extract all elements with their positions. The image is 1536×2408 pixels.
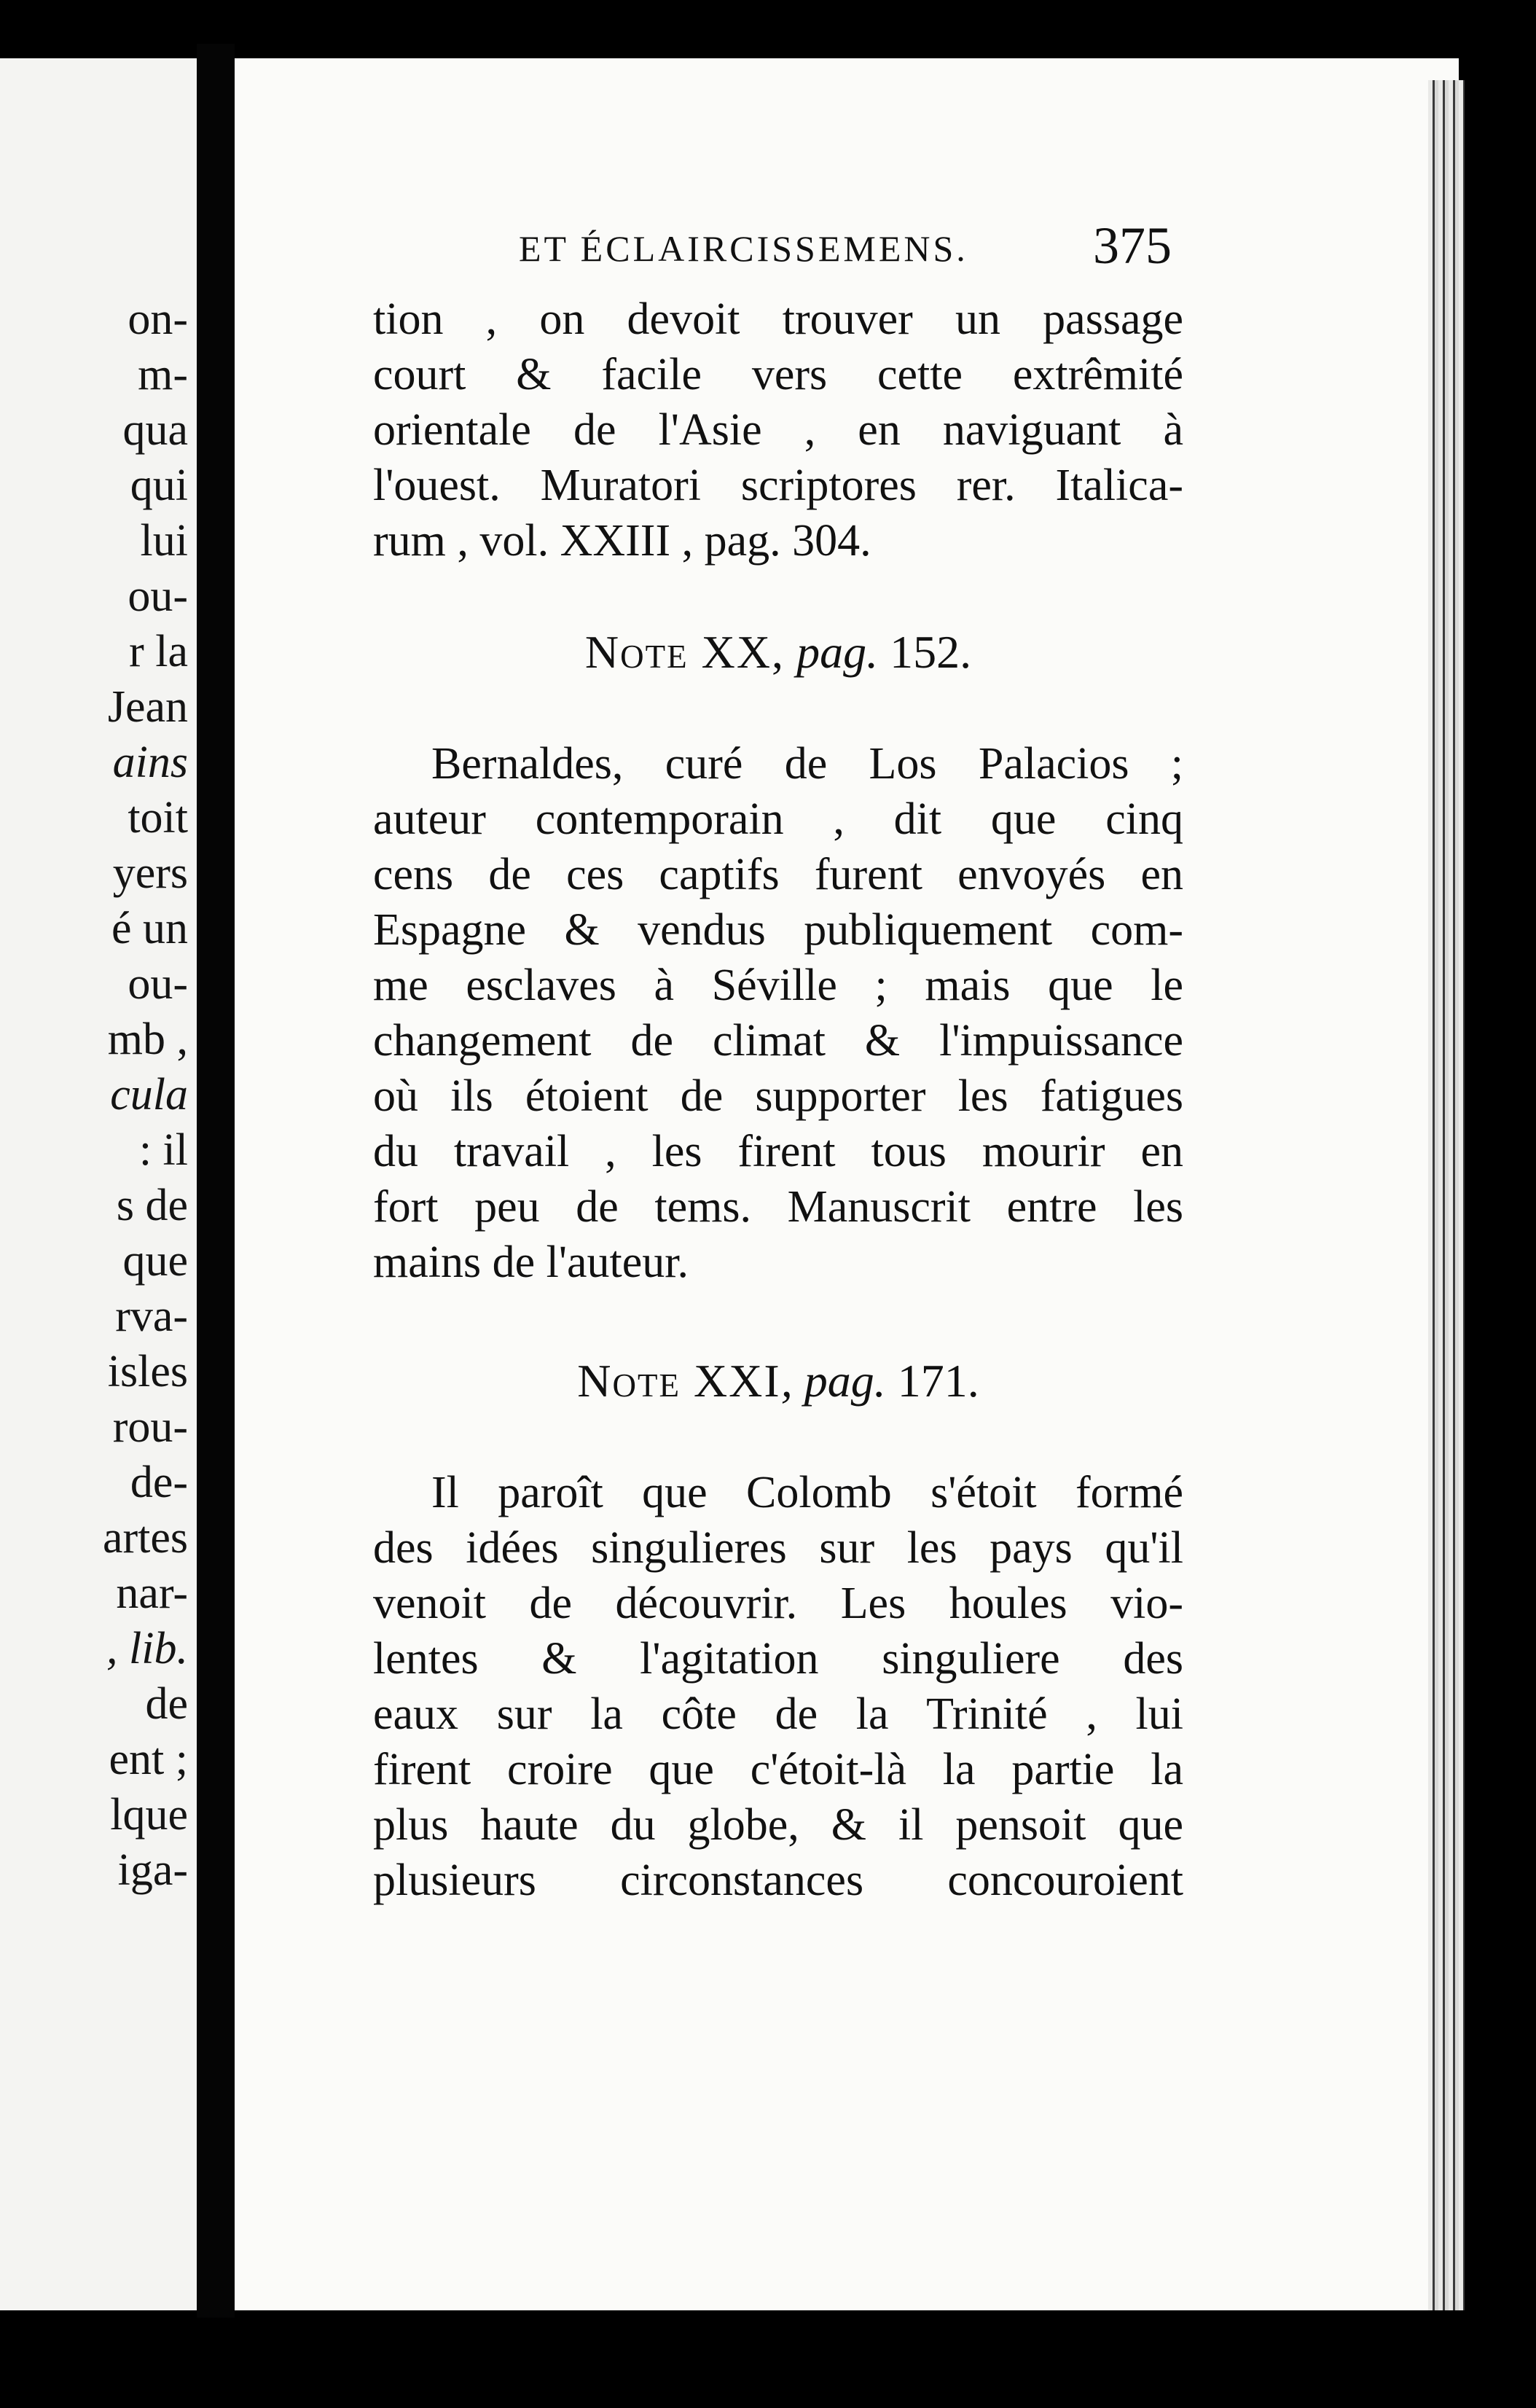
book-gutter [197, 44, 235, 2318]
left-page-fragment: qui [130, 461, 188, 510]
text-line: me esclaves à Séville ; mais que le [373, 961, 1183, 1010]
text-line: firent croire que c'étoit-là la partie la [373, 1745, 1183, 1794]
left-page-fragment: ent ; [109, 1735, 188, 1784]
left-page-fragment: lui [140, 516, 188, 566]
note-xxi-text [373, 1465, 1183, 1908]
left-page-fragment: nar- [116, 1568, 188, 1618]
left-page-fragment: r la [129, 627, 188, 676]
left-page-fragment: s de [116, 1181, 188, 1230]
left-page-fragment: ains [112, 738, 188, 787]
text-line: cens de ces captifs furent envoyés en [373, 850, 1183, 899]
left-page-fragment: qua [122, 405, 188, 455]
left-page-fragment: cula [110, 1070, 188, 1119]
note-label: Note XX, [584, 626, 785, 678]
note-heading-xx [373, 623, 1183, 681]
text-line: des idées singulieres sur les pays qu'il [373, 1523, 1183, 1573]
left-page-fragment: isles [107, 1347, 188, 1396]
left-page-fragment: é un [111, 904, 188, 953]
left-page-fragment: rou- [112, 1402, 188, 1452]
text-line: fort peu de tems. Manuscrit entre les [373, 1182, 1183, 1232]
left-page-fragment: lque [110, 1790, 188, 1840]
previous-page-edge [0, 58, 197, 2310]
left-page-fragment: de- [130, 1458, 188, 1507]
left-page-fragment: iga- [117, 1845, 188, 1895]
left-page-fragment: rva- [115, 1291, 188, 1341]
note-heading-xxi [373, 1352, 1183, 1410]
note-page-number: 152. [890, 626, 972, 678]
text-line: tion , on devoit trouver un passage [373, 294, 1183, 344]
text-line: venoit de découvrir. Les houles vio- [373, 1579, 1183, 1628]
text-line: rum , vol. XXIII , pag. 304. [373, 516, 871, 566]
page-stack-edge [1428, 80, 1465, 2310]
left-page-fragment: ou- [128, 571, 188, 621]
note-page-number: 171. [897, 1355, 979, 1407]
text-line: orientale de l'Asie , en naviguant à [373, 405, 1183, 455]
text-line: mains de l'auteur. [373, 1238, 689, 1287]
text-line: Bernaldes, curé de Los Palacios ; [431, 739, 1183, 789]
left-page-fragment: Jean [107, 682, 188, 732]
text-line: eaux sur la côte de la Trinité , lui [373, 1689, 1183, 1739]
note-pag: pag. [796, 626, 879, 678]
text-line: court & facile vers cette extrêmité [373, 350, 1183, 399]
text-line: Il paroît que Colomb s'étoit formé [431, 1468, 1183, 1517]
left-page-fragment: que [122, 1236, 188, 1286]
left-page-fragment: toit [128, 793, 188, 843]
text-line: plus haute du globe, & il pensoit que [373, 1800, 1183, 1850]
text-line: du travail , les firent tous mourir en [373, 1127, 1183, 1176]
left-page-fragment: : il [138, 1125, 188, 1175]
text-line: lentes & l'agitation singuliere des [373, 1634, 1183, 1684]
left-page-fragment: ou- [128, 959, 188, 1009]
left-page-fragment: mb , [107, 1015, 188, 1064]
text-line: où ils étoient de supporter les fatigues [373, 1071, 1183, 1121]
note-label: Note XXI [577, 1355, 781, 1407]
text-line: changement de climat & l'impuissance [373, 1016, 1183, 1066]
text-line: plusieurs circonstances concouroient [373, 1856, 1183, 1905]
paragraph-continuation [373, 292, 1183, 568]
left-page-fragment: de [145, 1679, 188, 1729]
text-line: Espagne & vendus publiquement com- [373, 905, 1183, 955]
text-line: l'ouest. Muratori scriptores rer. Italica- [373, 461, 1183, 510]
running-header: ET ÉCLAIRCISSEMENS. [519, 228, 968, 269]
left-page-fragment: m- [138, 350, 188, 399]
text-line: auteur contemporain , dit que cinq [373, 794, 1183, 844]
note-xx-text [373, 736, 1183, 1290]
left-page-fragment: artes [102, 1513, 188, 1563]
left-page-fragment: on- [128, 294, 188, 344]
left-page-fragment: , lib. [106, 1624, 188, 1673]
note-pag: , pag. [780, 1355, 886, 1407]
page-number: 375 [1093, 216, 1172, 275]
left-page-fragment: yers [112, 848, 188, 898]
